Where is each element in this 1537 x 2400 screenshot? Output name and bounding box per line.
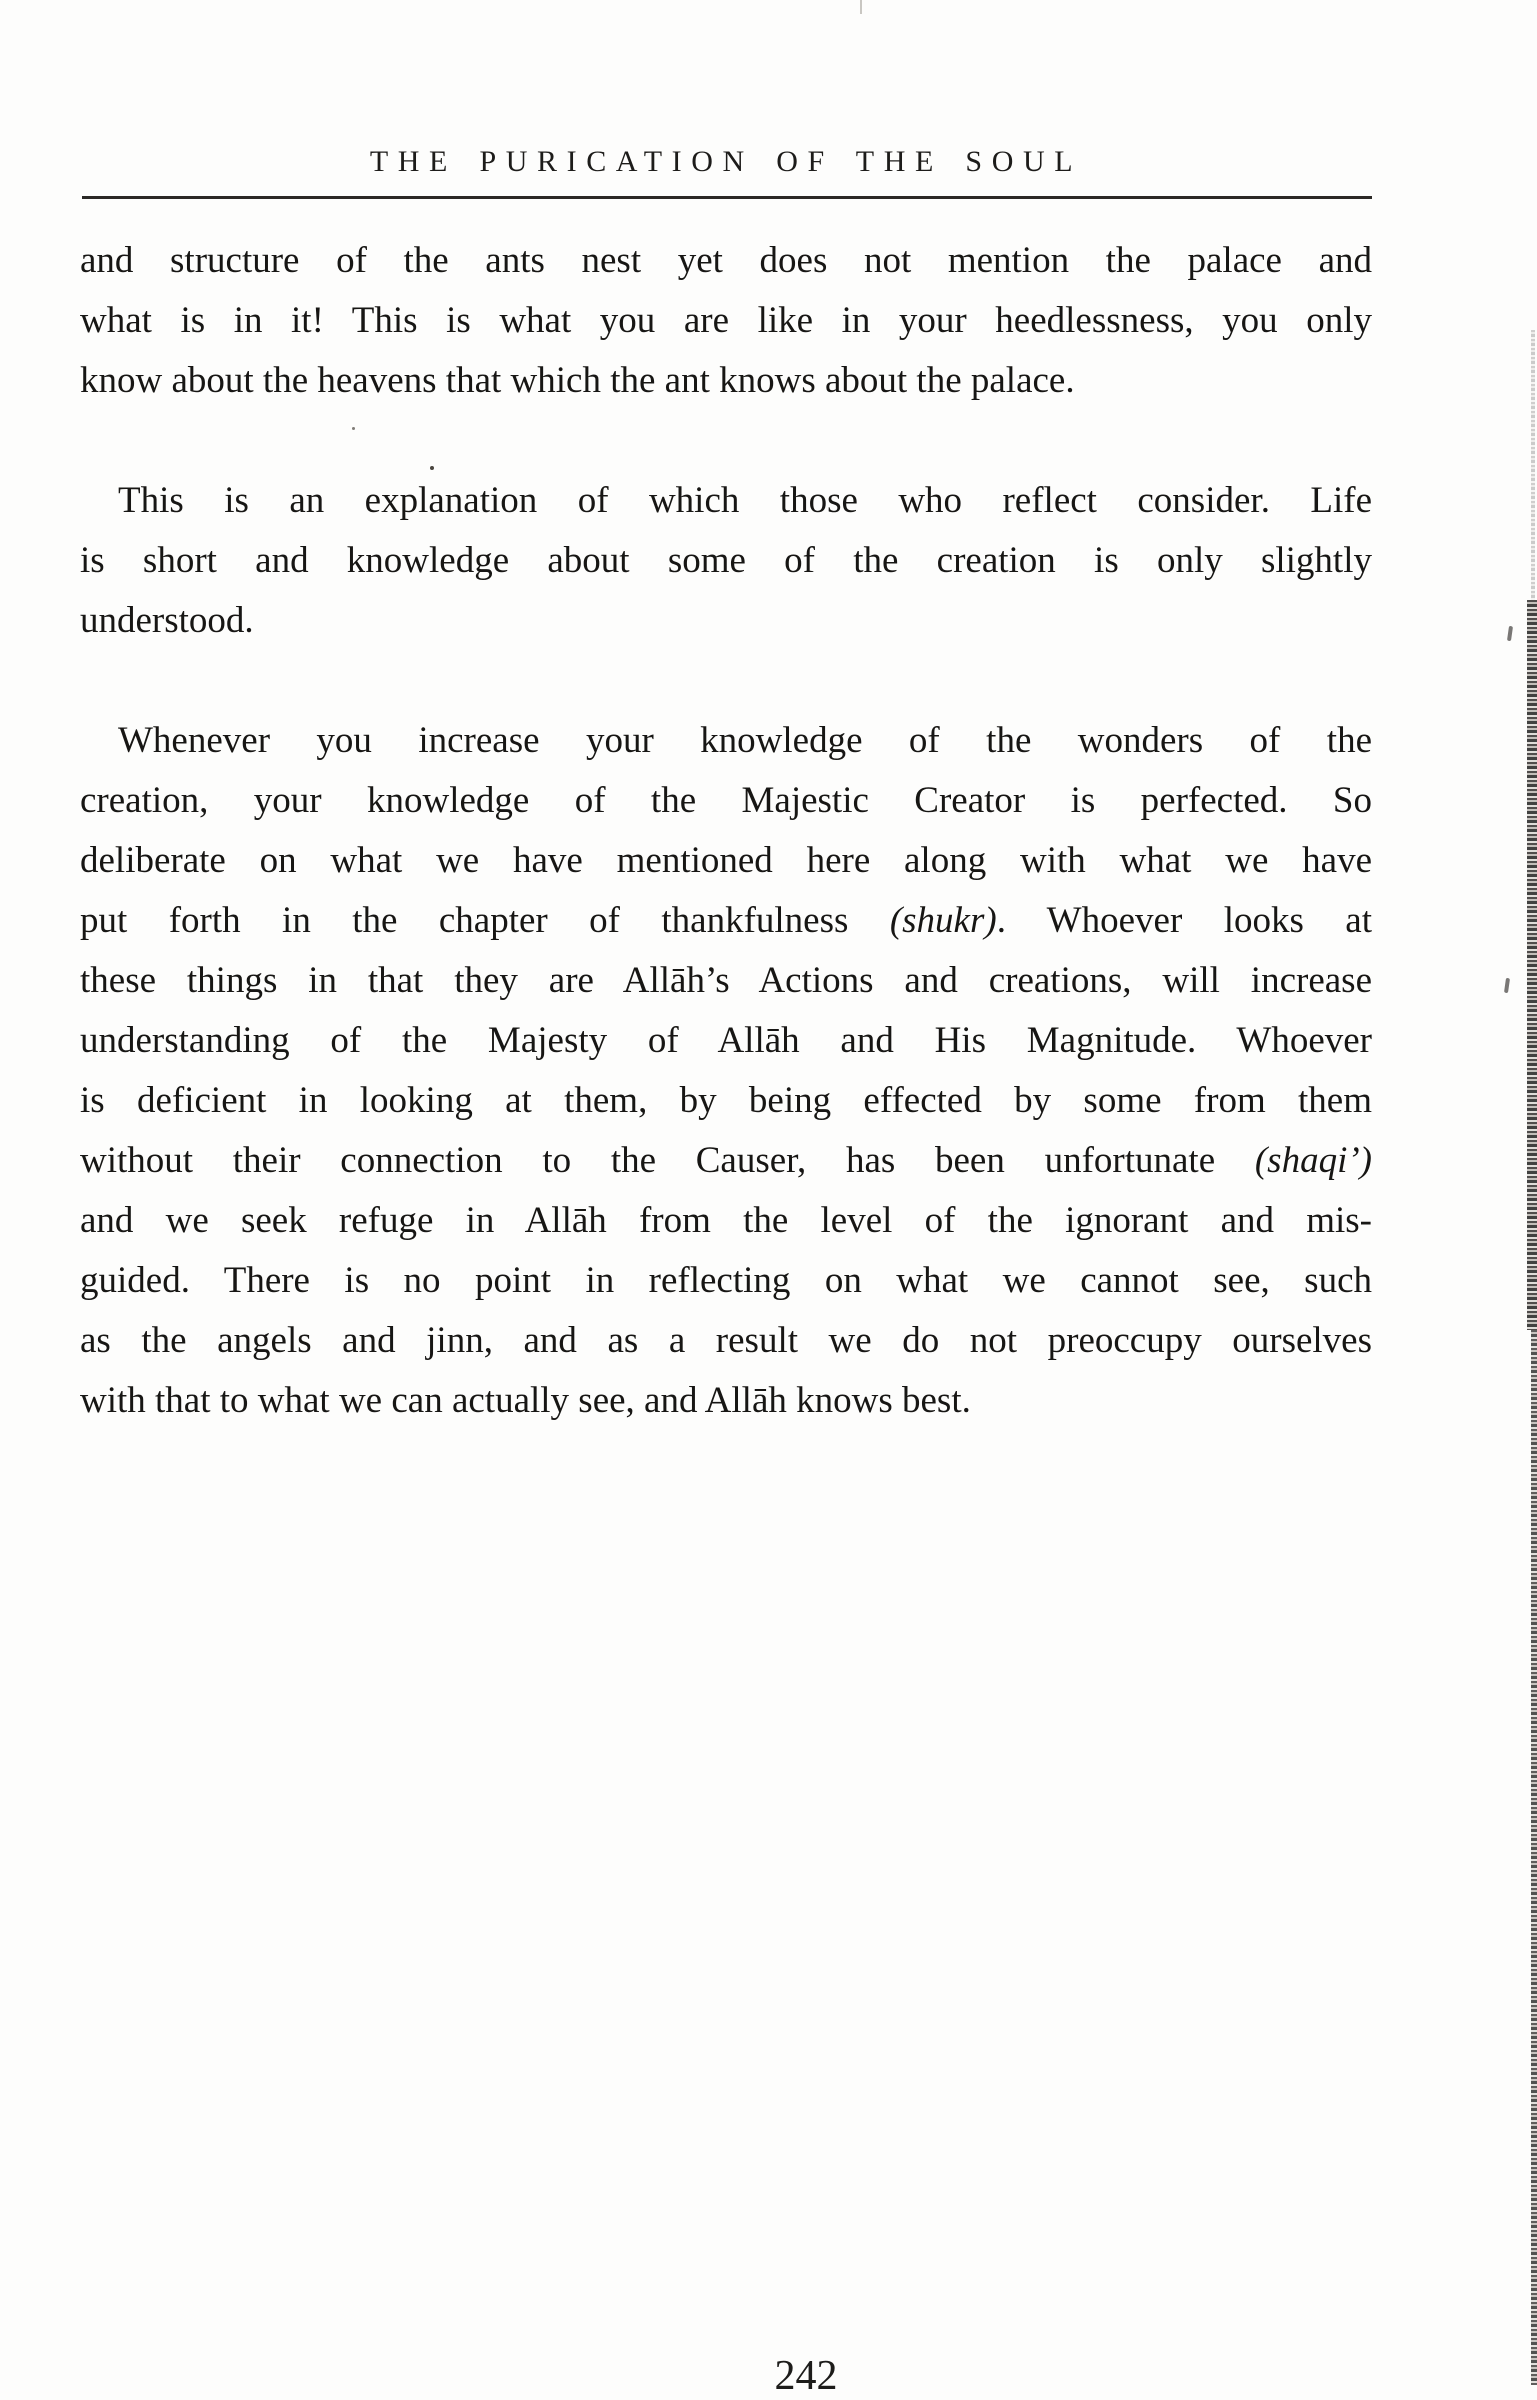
body-paragraph xyxy=(80,711,1372,1431)
scan-top-mark-artifact xyxy=(860,0,862,14)
text-line: This is an explanation of which those who reflect consider. Life xyxy=(118,480,1372,521)
text-line: what is in it! This is what you are like in your heedlessness, you only xyxy=(80,300,1372,341)
body-paragraph xyxy=(80,471,1372,651)
text-line: know about the heavens that which the ant knows about the palace. xyxy=(80,360,1075,401)
text-line: and we seek refuge in Allāh from the level of the ignorant and mis- xyxy=(80,1200,1372,1241)
text-line: guided. There is no point in reflecting on what we cannot see, such xyxy=(80,1260,1372,1301)
scan-speck-artifact xyxy=(430,466,434,470)
text-line: creation, your knowledge of the Majestic Creator is perfected. So xyxy=(80,780,1372,821)
page-number: 242 xyxy=(774,2353,838,2399)
text-line: put forth in the chapter of thankfulness (shukr). Whoever looks at xyxy=(80,900,1372,941)
running-header: THE PURICATION OF THE SOUL xyxy=(369,145,1083,178)
scan-edge-artifact xyxy=(1531,330,1535,600)
text-line: understood. xyxy=(80,600,254,641)
text-line: understanding of the Majesty of Allāh and His Magnitude. Whoever xyxy=(80,1020,1372,1061)
body-paragraph xyxy=(80,231,1372,411)
text-line: with that to what we can actually see, and Allāh knows best. xyxy=(80,1380,971,1421)
header-rule xyxy=(82,196,1372,199)
text-line: Whenever you increase your knowledge of the wonders of the xyxy=(118,720,1372,761)
text-line: is short and knowledge about some of the creation is only slightly xyxy=(80,540,1372,581)
scan-speck-artifact xyxy=(352,427,355,430)
text-line: these things in that they are Allāh’s Actions and creations, will increase xyxy=(80,960,1372,1001)
text-line: without their connection to the Causer, has been unfortunate (shaqi’) xyxy=(80,1140,1372,1181)
scan-edge-artifact xyxy=(1531,1330,1537,2385)
scan-margin-mark-artifact xyxy=(1504,978,1510,993)
scan-margin-mark-artifact xyxy=(1507,626,1513,641)
text-line: and structure of the ants nest yet does not mention the palace and xyxy=(80,240,1372,281)
scan-edge-artifact xyxy=(1527,600,1537,1330)
text-line: deliberate on what we have mentioned here along with what we have xyxy=(80,840,1372,881)
text-line: is deficient in looking at them, by being effected by some from them xyxy=(80,1080,1372,1121)
body-text xyxy=(80,231,1372,1431)
text-line: as the angels and jinn, and as a result we do not preoccupy ourselves xyxy=(80,1320,1372,1361)
